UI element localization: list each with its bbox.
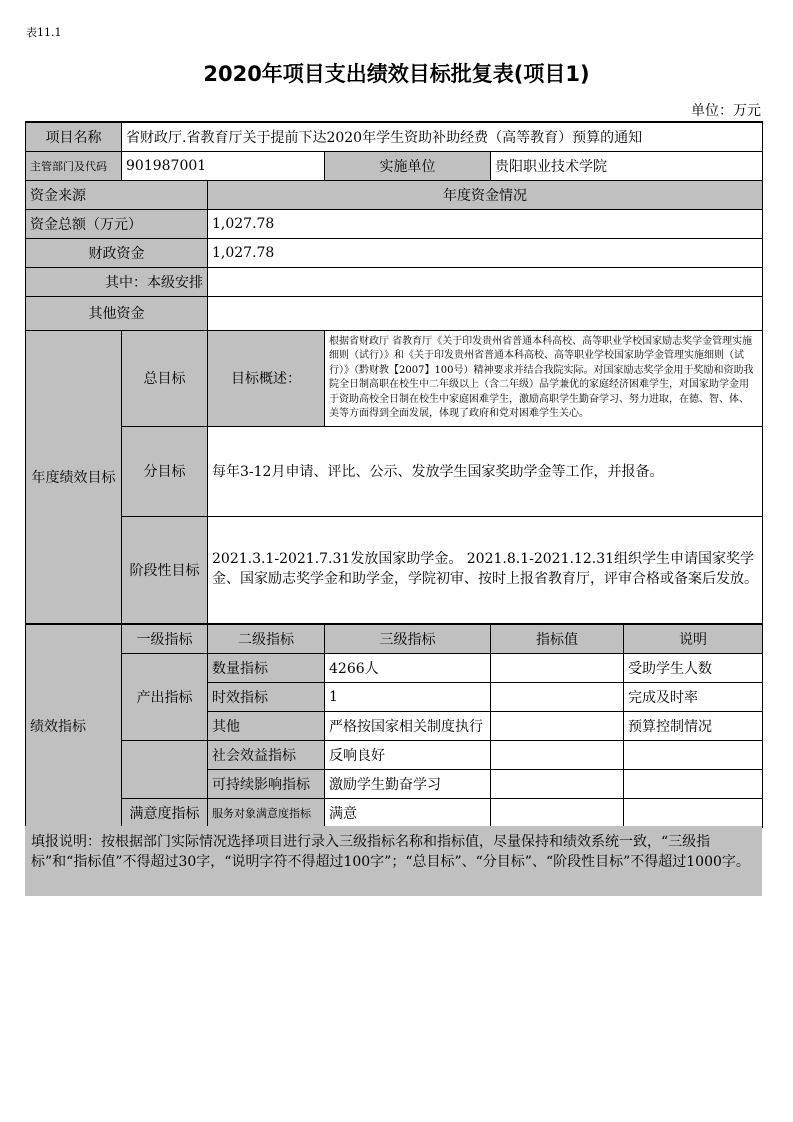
fiscal-fund-label: 财政资金: [26, 238, 208, 267]
table-row-value: [491, 711, 624, 740]
table-row-value: [491, 682, 624, 711]
header-value: 指标值: [491, 624, 624, 653]
header-note: 说明: [624, 624, 763, 653]
impl-unit-label: 实施单位: [325, 151, 491, 180]
filling-instructions: 填报说明：按根据部门实际情况选择项目进行录入三级指标名称和指标值，尽量保持和绩效系统一致，“三级指标”和“指标值”不得超过30字，“说明字符不得超过100字”；“总目标”、“分目标”、“阶段性目标”不得超过1000字。: [25, 826, 762, 896]
table-row-level3: 严格按国家相关制度执行: [325, 711, 491, 740]
table-row-note: 受助学生人数: [624, 653, 763, 682]
approval-form-table: [25, 121, 763, 828]
table-row-value: [491, 740, 624, 769]
table-row-note: [624, 798, 763, 827]
table-row-level2: 社会效益指标: [208, 740, 325, 769]
output-indicator-label: 产出指标: [122, 653, 208, 740]
fund-source-label: 资金来源: [26, 180, 208, 209]
table-row-level3: 满意: [325, 798, 491, 827]
other-fund-label: 其他资金: [26, 296, 208, 330]
table-row-level2: 时效指标: [208, 682, 325, 711]
project-name-label: 项目名称: [26, 122, 122, 151]
table-row-value: [491, 653, 624, 682]
table-number: 表11.1: [26, 26, 62, 39]
effect-indicator-blank: [122, 740, 208, 798]
table-row-level3: 4266人: [325, 653, 491, 682]
table-row-note: 预算控制情况: [624, 711, 763, 740]
table-row-level2: 可持续影响指标: [208, 769, 325, 798]
page-title: 2020年项目支出绩效目标批复表(项目1): [203, 62, 590, 86]
phase-goal-label: 阶段性目标: [122, 516, 208, 624]
annual-goal-label: 年度绩效目标: [26, 330, 122, 624]
overall-goal-label: 总目标: [122, 330, 208, 426]
local-fund-label: 其中：本级安排: [26, 267, 208, 296]
table-row-level2: 数量指标: [208, 653, 325, 682]
sub-goal-text: 每年3-12月申请、评比、公示、发放学生国家奖助学金等工作，并报备。: [208, 426, 763, 516]
table-row-note: [624, 769, 763, 798]
table-row-note: 完成及时率: [624, 682, 763, 711]
table-row-level2: 服务对象满意度指标: [208, 798, 325, 827]
performance-indicator-label: 绩效指标: [26, 624, 122, 827]
sub-goal-label: 分目标: [122, 426, 208, 516]
table-row-level3: 1: [325, 682, 491, 711]
annual-fund-label: 年度资金情况: [208, 180, 763, 209]
table-row-note: [624, 740, 763, 769]
other-fund-value: [208, 296, 763, 330]
fiscal-fund-value: 1,027.78: [208, 238, 763, 267]
header-level2: 二级指标: [208, 624, 325, 653]
local-fund-value: [208, 267, 763, 296]
unit-label: 单位：万元: [691, 103, 761, 119]
table-row-level3: 反响良好: [325, 740, 491, 769]
goal-overview-text: 根据省财政厅 省教育厅《关于印发贵州省普通本科高校、高等职业学校国家励志奖学金管理实施细则（试行）》和《关于印发贵州省普通本科高校、高等职业学校国家助学金管理实施细则（试行）》（黔财教【2007】100号）精神要求并结合我院实际。对国家励志奖学金用于奖励和资助我院全日制高职在校生中二年级以上（含二年级）品学兼优的家庭经济困难学生，对国家助学金用于资助高校全日制在校生中家庭困难学生，激励高职学生勤奋学习、努力进取，在德、智、体、美等方面得到全面发展，体现了政府和党对困难学生关心。: [325, 330, 763, 426]
header-level1: 一级指标: [122, 624, 208, 653]
dept-code-label: 主管部门及代码: [26, 151, 122, 180]
phase-goal-text: 2021.3.1-2021.7.31发放国家助学金。 2021.8.1-2021.12.31组织学生申请国家奖学金、国家励志奖学金和助学金，学院初审、按时上报省教育厅，评审合格或备案后发放。: [208, 516, 763, 624]
header-level3: 三级指标: [325, 624, 491, 653]
project-name-value: 省财政厅.省教育厅关于提前下达2020年学生资助补助经费（高等教育）预算的通知: [122, 122, 763, 151]
table-row-level2: 其他: [208, 711, 325, 740]
table-row-value: [491, 769, 624, 798]
goal-overview-label: 目标概述：: [208, 330, 325, 426]
table-row-level3: 激励学生勤奋学习: [325, 769, 491, 798]
satisfaction-indicator-label: 满意度指标: [122, 798, 208, 827]
dept-code-value: 901987001: [122, 151, 325, 180]
fund-total-value: 1,027.78: [208, 209, 763, 238]
table-row-value: [491, 798, 624, 827]
fund-total-label: 资金总额（万元）: [26, 209, 208, 238]
impl-unit-value: 贵阳职业技术学院: [491, 151, 763, 180]
